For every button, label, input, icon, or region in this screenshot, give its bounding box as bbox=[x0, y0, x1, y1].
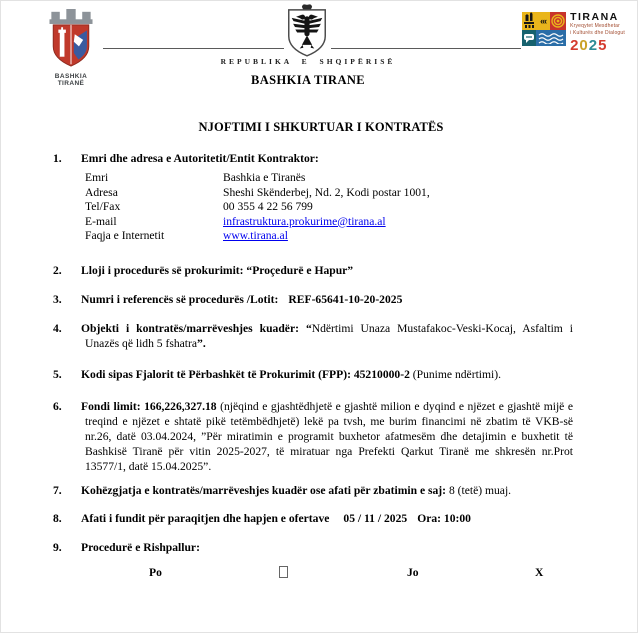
albanian-eagle-icon bbox=[285, 4, 329, 58]
duration-value: 8 (tetë) muaj. bbox=[448, 483, 512, 497]
authority-row-telfax bbox=[69, 200, 573, 215]
budget-amount: 166,226,327.18 bbox=[144, 399, 217, 413]
authority-row-website bbox=[69, 229, 573, 244]
website-link[interactable]: www.tirana.al bbox=[223, 229, 288, 243]
choice-no-mark: X bbox=[535, 565, 544, 579]
item-6-budget-limit: 6. Fondi limit: 166,226,327.18 (njëqind e gjashtëdhjetë e gjashtë milion e dyqind e njëzet e gjashtë mijë e treqind e njëzet e shtatë pikë tetëmbëdhjetë) lekë pa tvsh, me burim financimi në zbatim të VKB-së nr.26, datë 03.04.2024, ”Për miratimin e programit buxhetor afatmesëm dhe detajimin e buxhetit të Bashkisë Tiranë për vitin 2025-2027, të miratuar nga Prefekti Qarkut Tiranë me shkresën nr.Prot 13577/1, datë 15.04.2025”. bbox=[53, 399, 573, 473]
tirana-brand-label: TIRANA bbox=[570, 11, 619, 23]
document-body bbox=[1, 120, 637, 582]
buildings-tile-icon bbox=[522, 12, 536, 30]
field-value: 00 355 4 22 56 799 bbox=[223, 200, 313, 214]
field-value: Sheshi Skënderbej, Nd. 2, Kodi postar 1001, bbox=[223, 185, 430, 199]
checkbox-unchecked bbox=[279, 566, 288, 578]
item-2-procedure-type: 2. Lloji i procedurës së prokurimit: “Proçedurë e Hapur” bbox=[53, 263, 354, 277]
albanian-eagle-emblem bbox=[285, 4, 329, 63]
reference-number-value: REF-65641-10-20-2025 bbox=[288, 292, 403, 306]
item-number: 4. bbox=[53, 321, 62, 335]
authority-details bbox=[69, 171, 573, 244]
item-1-authority bbox=[53, 151, 573, 166]
item-number: 7. bbox=[53, 483, 62, 497]
email-link[interactable]: infrastruktura.prokurime@tirana.al bbox=[223, 214, 386, 228]
seal-caption-line1: BASHKIA bbox=[54, 73, 88, 80]
item-number: 8. bbox=[53, 511, 62, 525]
item-number: 9. bbox=[53, 540, 62, 554]
item-3-reference-number: 3. Numri i referencës së procedurës /Lotit: REF-65641-10-20-2025 bbox=[53, 292, 403, 306]
item-9-republished-procedure: 9. Procedurë e Rishpallur: bbox=[53, 540, 200, 554]
field-label: Emri bbox=[85, 171, 109, 184]
page-title: NJOFTIMI I SHKURTUAR I KONTRATËS bbox=[198, 120, 444, 134]
waves-tile-icon bbox=[536, 30, 566, 46]
header-rule-left bbox=[103, 48, 284, 49]
tirana-2025-year: 2025 bbox=[570, 36, 608, 54]
field-value: Bashkia e Tiranës bbox=[223, 171, 306, 184]
seal-caption-line2: TIRANË bbox=[57, 80, 85, 88]
item-number: 1. bbox=[53, 152, 62, 165]
field-label: E-mail bbox=[85, 214, 117, 228]
authority-row-email bbox=[69, 215, 573, 230]
item-number: 6. bbox=[53, 399, 62, 413]
speech-bubble-tile-icon bbox=[522, 30, 536, 46]
document-header bbox=[1, 1, 637, 99]
republished-choices-row bbox=[69, 566, 573, 582]
field-label: Tel/Fax bbox=[85, 200, 121, 214]
tirana-tagline-line2: i Kulturës dhe Dialogut bbox=[570, 29, 625, 36]
item-8-submission-deadline: 8. Afati i fundit për paraqitjen dhe hapjen e ofertave 05 / 11 / 2025 Ora: 10:00 bbox=[53, 511, 471, 525]
contract-object-text: Ndërtimi Unaza Mustafakoc-Veski-Kocaj, Asfaltim i Unazës që lidh 5 fshatra bbox=[85, 321, 573, 350]
target-tile-icon bbox=[550, 12, 566, 30]
field-label: Adresa bbox=[85, 185, 118, 199]
header-rule-right bbox=[331, 48, 521, 49]
republic-label: REPUBLIKA E SHQIPËRISË bbox=[220, 57, 396, 66]
municipality-label: BASHKIA TIRANE bbox=[250, 73, 366, 87]
item-7-contract-duration: 7. Kohëzgjatja e kontratës/marrëveshjes kuadër ose afati për zbatimin e saj: 8 (tetë) muaj. bbox=[53, 483, 512, 497]
deadline-time: Ora: 10:00 bbox=[417, 511, 471, 525]
choice-no-label: Jo bbox=[407, 565, 419, 579]
item-number: 3. bbox=[53, 292, 62, 306]
item-4-contract-object: 4. Objekti i kontratës/marrëveshjes kuadër: “Ndërtimi Unaza Mustafakoc-Veski-Kocaj, Asfaltim i Unazës që lidh 5 fshatra”. bbox=[53, 321, 573, 350]
tirana-2025-mosaic bbox=[522, 12, 566, 46]
choice-yes-label: Po bbox=[149, 565, 162, 579]
item-5-cpv-code: 5. Kodi sipas Fjalorit të Përbashkët të Prokurimit (FPP): 45210000-2 (Punime ndërtimi). bbox=[53, 367, 502, 381]
deadline-date: 05 / 11 / 2025 bbox=[343, 511, 408, 525]
item-number: 5. bbox=[53, 367, 62, 381]
authority-row-address bbox=[69, 186, 573, 201]
item-number: 2. bbox=[53, 263, 62, 277]
authority-row-name bbox=[69, 171, 573, 186]
tirana-tagline-line1: Kryeqytet Mesdhetar bbox=[570, 23, 621, 29]
field-label: Faqja e Internetit bbox=[85, 229, 165, 243]
item-1-heading: Emri dhe adresa e Autoritetit/Entit Kontraktor: bbox=[81, 152, 319, 165]
chevrons-tile-icon: «‹ bbox=[536, 12, 550, 30]
tirana-2025-logo bbox=[522, 12, 625, 53]
